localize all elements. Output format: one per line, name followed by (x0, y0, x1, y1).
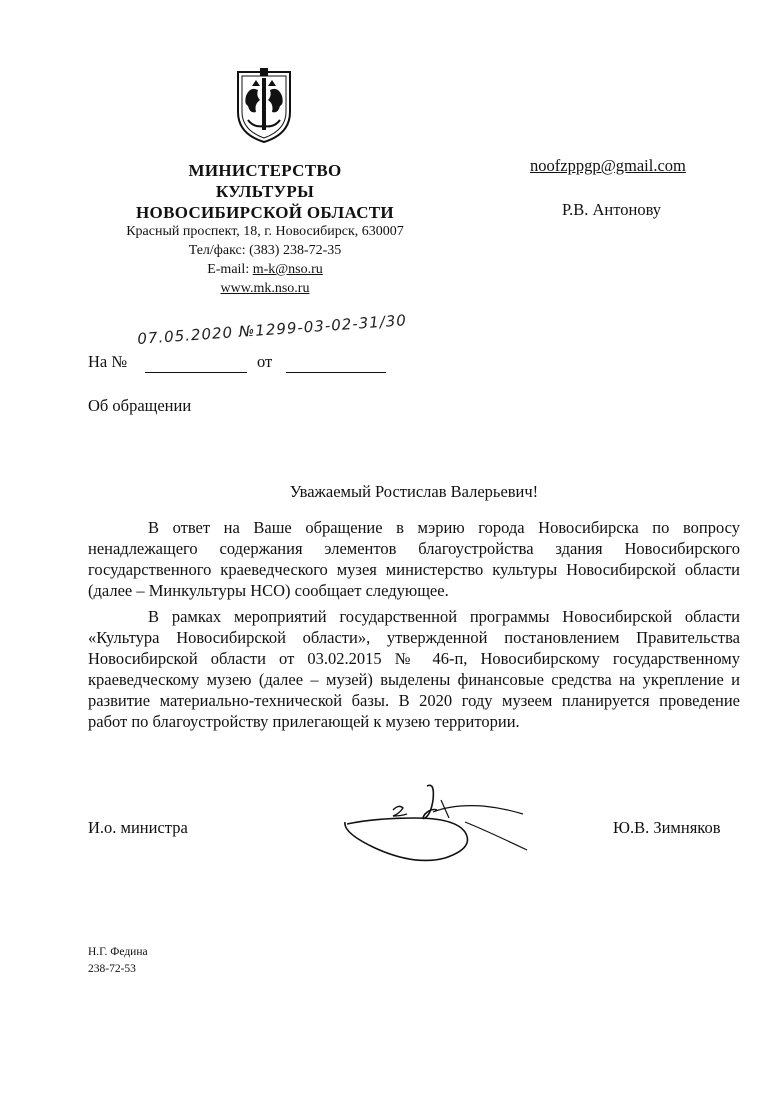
recipient-name: Р.В. Антонову (562, 200, 662, 219)
org-name (100, 160, 430, 223)
executor-info (88, 944, 148, 978)
executor-phone: 238-72-53 (88, 963, 136, 975)
org-email-link[interactable]: m-k@nso.ru (252, 262, 323, 277)
org-phone: Тел/факс: (383) 238-72-35 (188, 243, 342, 258)
org-website-link[interactable]: www.mk.nso.ru (220, 281, 310, 296)
letter-paragraph-2 (88, 606, 740, 732)
signatory-name: Ю.В. Зимняков (613, 818, 721, 837)
recipient-email[interactable]: noofzppgp@gmail.com (530, 156, 686, 175)
org-address: Красный проспект, 18, г. Новосибирск, 630007 (126, 224, 404, 239)
ref-number-label: На № (88, 352, 128, 371)
org-line-1: МИНИСТЕРСТВО (188, 161, 342, 180)
ref-date-label: от (257, 352, 273, 371)
handwritten-signature (335, 778, 535, 873)
paragraph-2-text: В рамках мероприятий государственной программы Новосибирской области «Культура Новосибирской области», утвержденной постановлением Правительства Новосибирской области от 03.02.2015 № 46-п, Новосибирскому государственному краеведческому музею (далее – музей) выделены финансовые средства на укрепление и развитие материально-технической базы. В 2020 году музеем планируется проведение работ по благоустройству прилегающей к музею территории. (88, 607, 740, 731)
org-email-row (90, 260, 440, 279)
letter-subject: Об обращении (88, 396, 192, 415)
coat-of-arms-icon (234, 68, 294, 144)
paragraph-1-text: В ответ на Ваше обращение в мэрию города Новосибирска по вопросу ненадлежащего содержания элементов благоустройства здания Новосибирского государственного краеведческого музея министерство культуры Новосибирской области (далее – Минкультуры НСО) сообщает следующее. (88, 518, 740, 600)
executor-name: Н.Г. Федина (88, 946, 148, 958)
ref-number-line (145, 372, 247, 373)
letter-greeting: Уважаемый Ростислав Валерьевич! (289, 482, 539, 501)
ref-date-line (286, 372, 386, 373)
org-email-label: E-mail: (207, 262, 250, 277)
org-line-3: НОВОСИБИРСКОЙ ОБЛАСТИ (136, 203, 394, 222)
org-contacts (90, 222, 440, 298)
handwritten-reference: 07.05.2020 №1299-03-02-31/30 (136, 311, 408, 348)
org-line-2: КУЛЬТУРЫ (215, 182, 315, 201)
signatory-title: И.о. министра (88, 818, 188, 837)
letter-paragraph-1 (88, 517, 740, 601)
